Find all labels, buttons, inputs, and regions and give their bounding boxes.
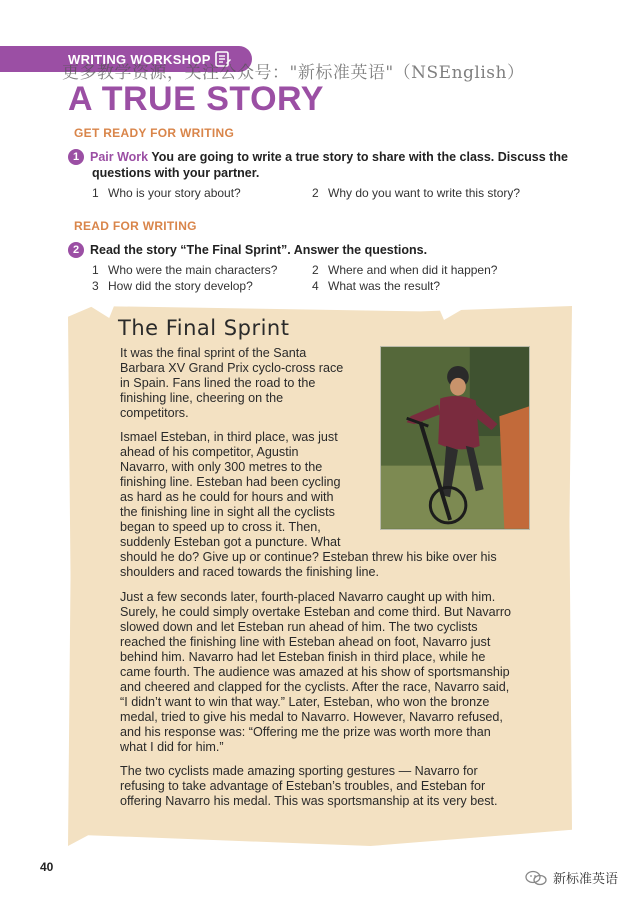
pair-work-label: Pair Work (90, 150, 149, 164)
question-item: 1 Who is your story about? (92, 186, 241, 200)
task-1-text-line2: questions with your partner. (92, 166, 260, 180)
task-1-text-line1: You are going to write a true story to share with the class. Discuss the (148, 150, 568, 164)
wechat-icon (525, 870, 547, 886)
question-item: 3 How did the story develop? (92, 279, 253, 293)
story-paragraph-4: The two cyclists made amazing sporting gestures — Navarro for refusing to take advantage of Esteban’s troubles, and Esteban for offering Navarro his medal. This was sportsmanship at its very best. (120, 764, 498, 808)
story-paragraph-2: Ismael Esteban, in third place, was just ahead of his competitor, Agustin Navarro, with only 300 metres to the finishing line. Esteban had been cycling as hard as he could for hours and with the finishing line in sight all the cyclists began to speed up to cross it. Then, suddenly Esteban got a puncture. What should he do? Give up or continue? Esteban threw his bike over his shoulders and raced towards the finishing line. (120, 430, 497, 579)
footer-text: 新标准英语 (552, 871, 618, 886)
task-2-text: Read the story “The Final Sprint”. Answer the questions. (90, 243, 428, 257)
task-number-badge: 2 (68, 242, 84, 258)
task-1 (68, 149, 568, 181)
story-paragraph-3: Just a few seconds later, fourth-placed Navarro caught up with him. Surely, he could simply overtake Esteban and come third. But Navarro slowed down and let Esteban run ahead of him. The two cyclists reached the finishing line with Esteban ahead on foot, Navarro just behind him. Navarro had let Esteban finish in third place, while he came fourth. The audience was amazed at his show of sportsmanship and cheered and clapped for the cyclists. After the race, Navarro said, “I didn’t want to win that way.” Later, Esteban, who won the bronze medal, tried to give his medal to Navarro. However, Navarro refused, and his response was: “Offering me the prize was worth more than what I did for him.” (120, 590, 512, 754)
read-for-writing-heading: READ FOR WRITING (74, 219, 197, 233)
get-ready-heading: GET READY FOR WRITING (74, 126, 235, 140)
question-item: 1 Who were the main characters? (92, 263, 278, 277)
story-title: The Final Sprint (118, 316, 290, 340)
footer-watermark (525, 868, 618, 887)
banner-label: WRITING WORKSHOP (68, 51, 211, 67)
page-title: A TRUE STORY (68, 80, 324, 118)
question-item: 2 Where and when did it happen? (312, 263, 498, 277)
question-item: 4 What was the result? (312, 279, 441, 293)
watermark-text: 更多教学资源，关注公众号："新标准英语"（NSEnglish） (62, 63, 525, 83)
question-item: 2 Why do you want to write this story? (312, 186, 521, 200)
task-2 (68, 242, 568, 258)
task-number-badge: 1 (68, 149, 84, 165)
story-paragraph-1: It was the final sprint of the Santa Barbara XV Grand Prix cyclo-cross race in Spain. Fans lined the road to the finishing line, cheering on the competitors. (120, 346, 344, 420)
page-number: 40 (40, 860, 54, 874)
